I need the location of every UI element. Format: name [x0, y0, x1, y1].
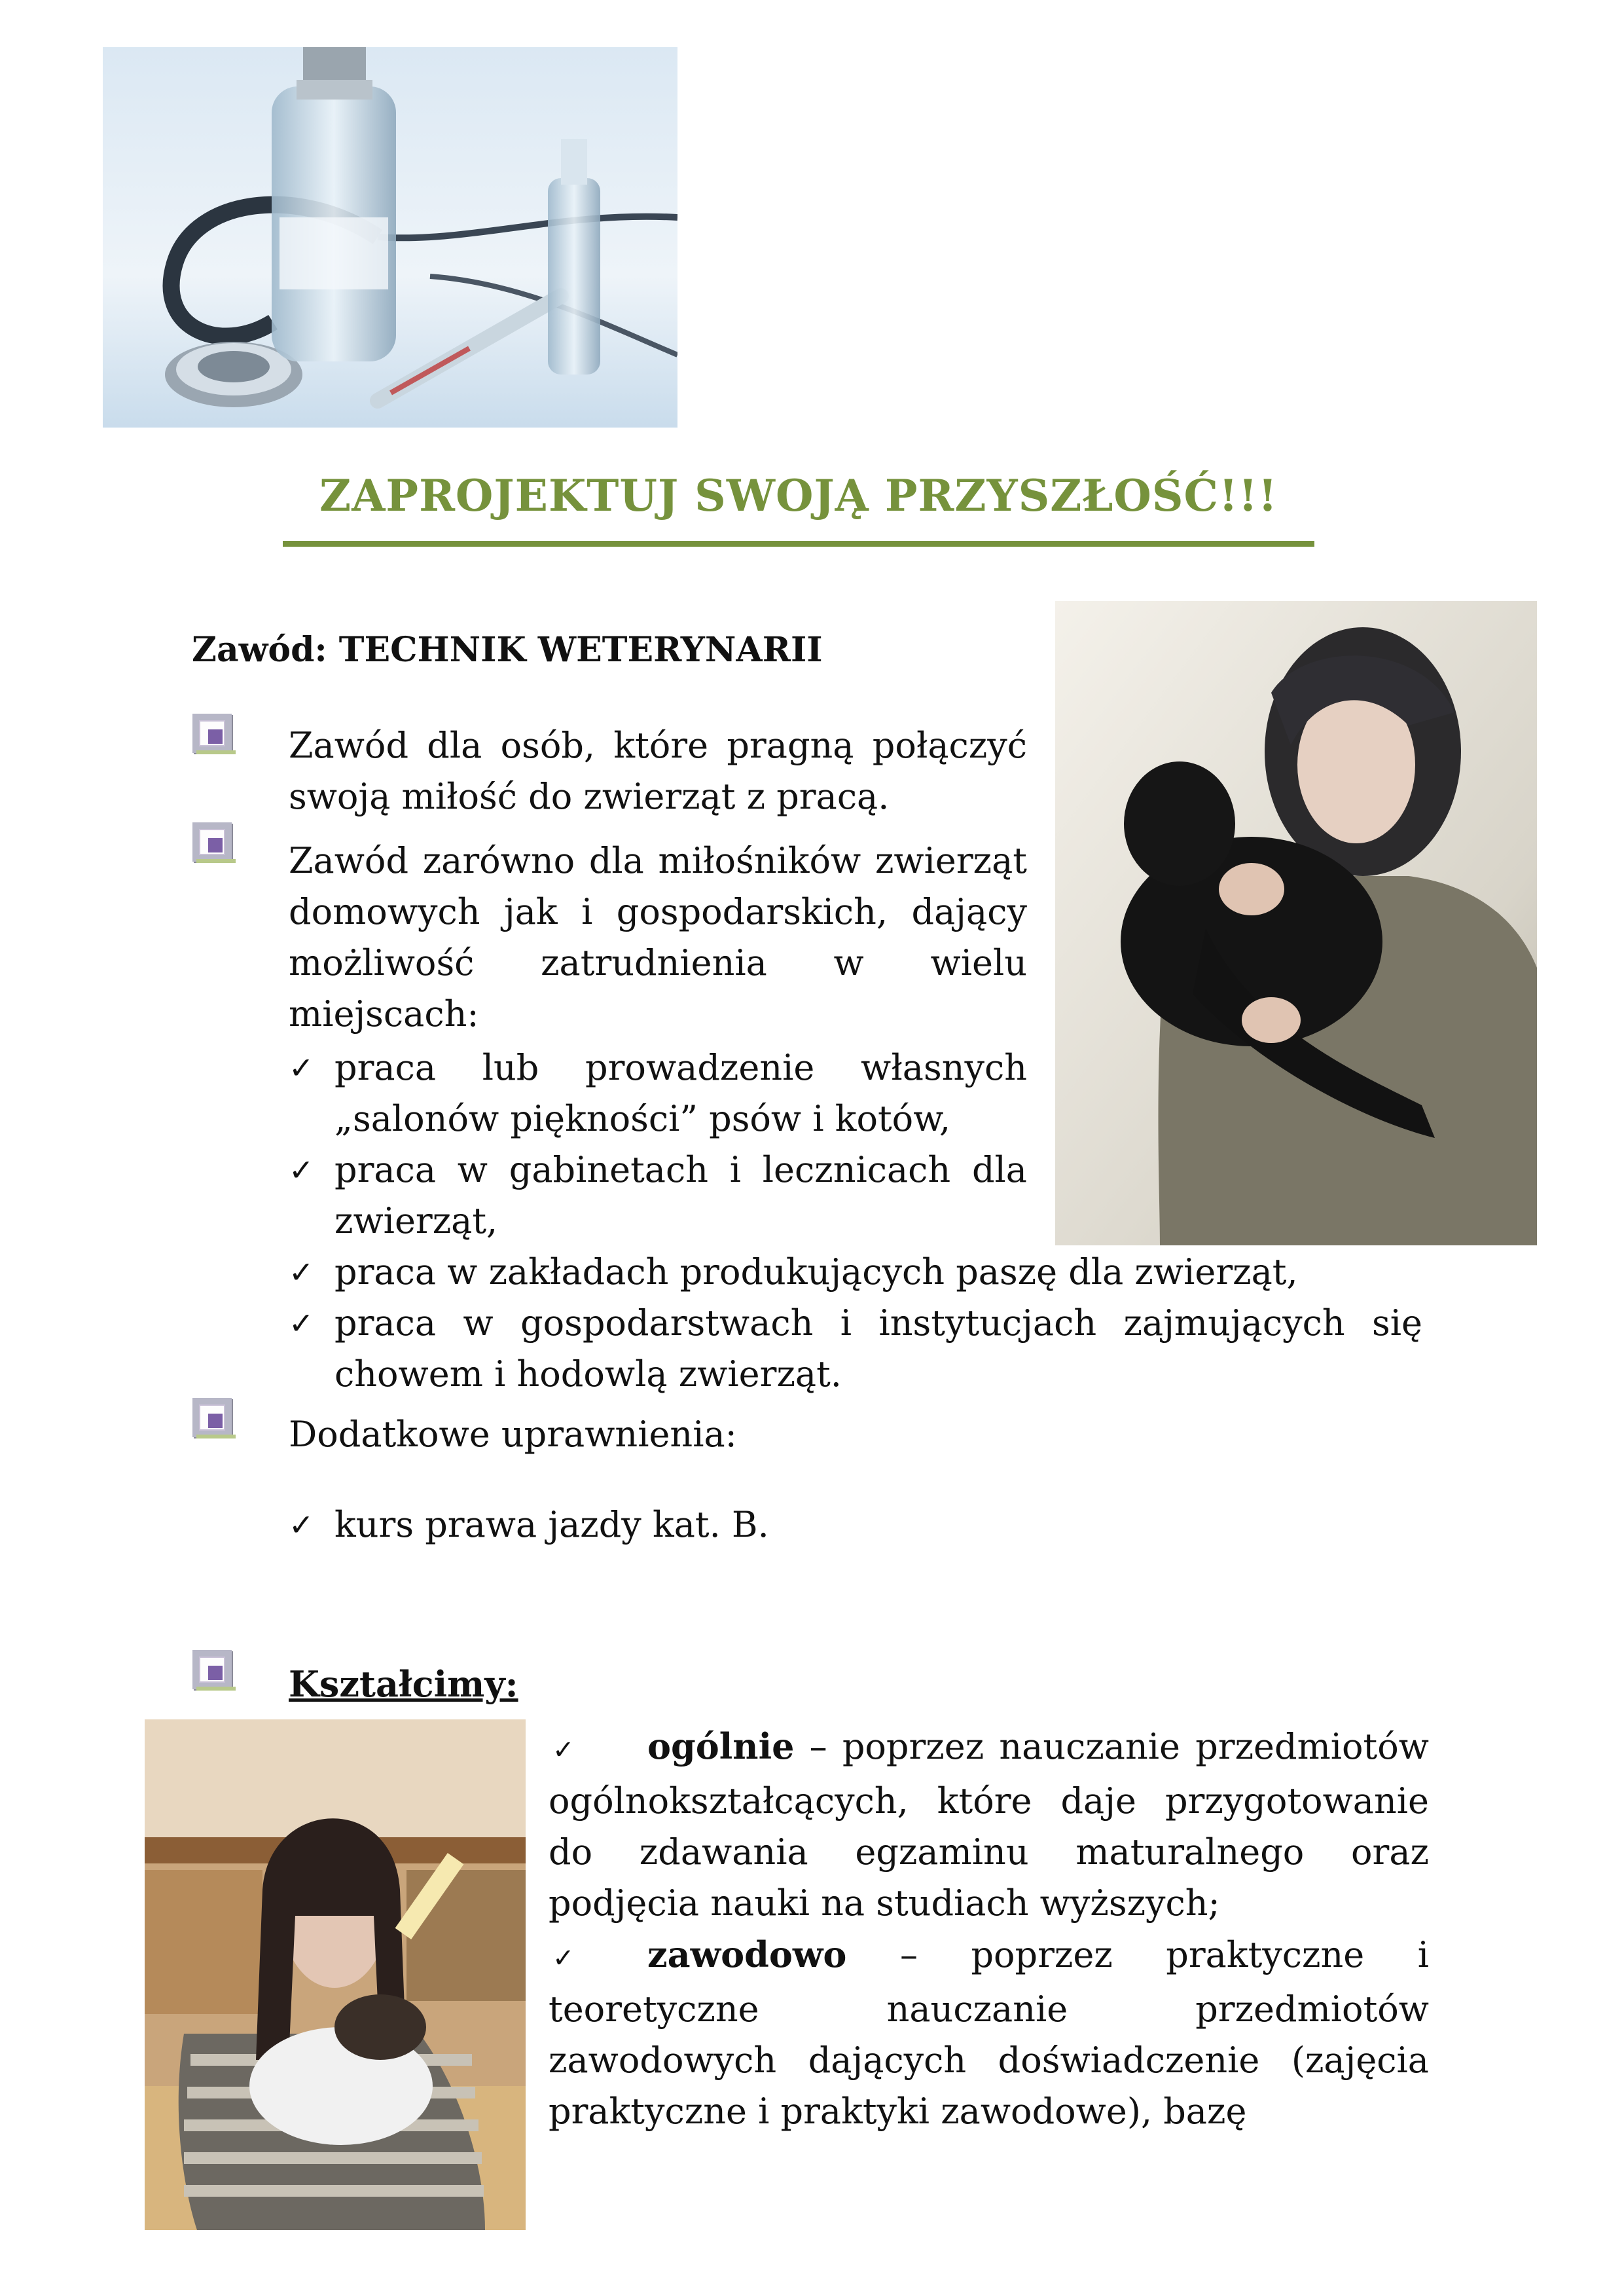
bullet-text-1: Zawód dla osób, które pragną połączyć swoją miłość do zwierząt z pracą.	[289, 725, 1027, 817]
square-bullet-icon	[192, 1398, 234, 1440]
checkmark-icon: ✓	[289, 1507, 314, 1543]
workplace-list-continued	[289, 1247, 1422, 1400]
list-item: ✓ praca w gabinetach i lecznicach dla zwierząt,	[289, 1145, 1027, 1247]
education-heading: Kształcimy:	[289, 1663, 518, 1705]
extra-qualifications-list	[289, 1499, 1205, 1550]
student-feeding-animal-photo	[145, 1719, 526, 2230]
square-bullet-icon	[192, 822, 234, 864]
list-item: ✓ ogólnie – poprzez nauczanie przedmiotów ogólnokształcących, które daje przygotowanie do zdawania egzaminu maturalnego oraz podjęcia nauki na studiach wyższych;	[549, 1725, 1429, 1924]
bullet-text-3: Dodatkowe uprawnienia:	[289, 1414, 737, 1455]
checkmark-icon: ✓	[552, 1735, 575, 1765]
square-bullet-icon	[192, 714, 234, 756]
list-item: ✓ kurs prawa jazdy kat. B.	[289, 1499, 1205, 1550]
list-item: ✓ praca w gospodarstwach i instytucjach zajmujących się chowem i hodowlą zwierząt.	[289, 1298, 1422, 1400]
checkmark-icon: ✓	[289, 1152, 314, 1188]
checkmark-icon: ✓	[289, 1050, 314, 1086]
square-bullet-icon	[192, 1650, 234, 1692]
medical-equipment-photo	[103, 47, 677, 428]
list-item: ✓ zawodowo – poprzez praktyczne i teoretyczne nauczanie przedmiotów zawodowych dających doświadczenie (zajęcia praktyczne i praktyki zawodowe), bazę	[549, 1933, 1429, 2132]
student-with-lamb-photo	[1055, 601, 1537, 1245]
list-item: ✓ praca w zakładach produkujących paszę dla zwierząt,	[289, 1247, 1422, 1298]
bullet-text-2: Zawód zarówno dla miłośników zwierząt domowych jak i gospodarskich, dający możliwość zatrudnienia w wielu miejscach:	[289, 840, 1027, 1035]
checkmark-icon: ✓	[552, 1943, 575, 1973]
profession-label: Zawód: TECHNIK WETERYNARII	[192, 630, 823, 670]
list-item: ✓ praca lub prowadzenie własnych „salonów piękności” psów i kotów,	[289, 1042, 1027, 1145]
title-underline	[283, 541, 1314, 547]
workplace-list	[289, 1042, 1027, 1247]
page-title: ZAPROJEKTUJ SWOJĄ PRZYSZŁOŚĆ!!!	[319, 470, 1278, 521]
education-list	[549, 1721, 1429, 2137]
checkmark-icon: ✓	[289, 1255, 314, 1290]
checkmark-icon: ✓	[289, 1306, 314, 1341]
